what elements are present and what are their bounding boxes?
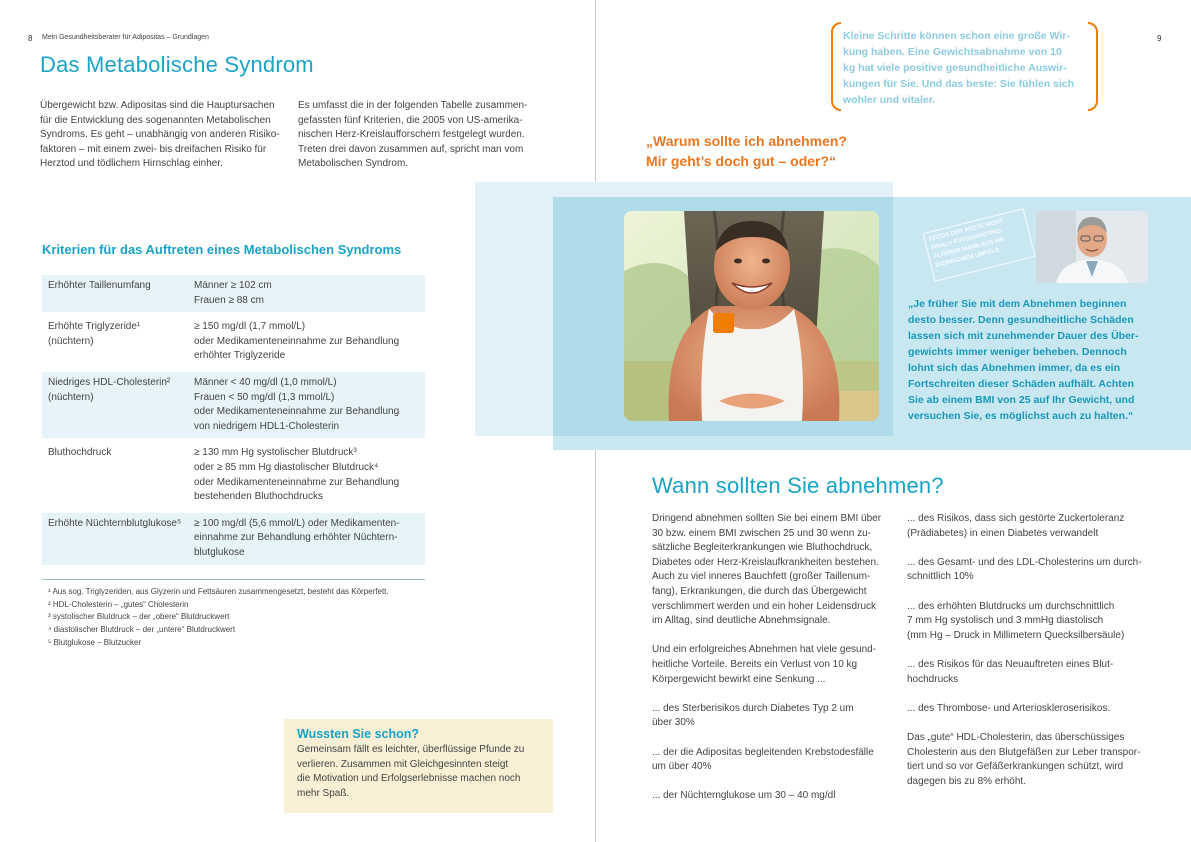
body-column-2: ... des Risikos, dass sich gestörte Zuckertoleranz (Prädiabetes) in einen Diabetes verwandelt ... des Gesamt- und des LDL-Cholesterins um durch- schnittlich 10% ... des erhöhten Blutdrucks um durchschnittlich 7 mm Hg systolisch und 3 mmHg diastolisch (mm Hg – Druck in Millimetern Quecksilbersäule) ... des Risikos für das Neuauftreten eines Blut- hochdrucks ... des Thrombose- und Arterioskleroserisikos. Das „gute“ HDL-Cholesterin, das überschüssiges Cholesterin aus den Blutgefäßen zur Leber transpor- tiert und so vor Gefäßerkrankungen schützt, wird dagegen bis zu 8% erhöht. — [907, 513, 1142, 787]
table-row — [42, 316, 425, 368]
criterion-label: Erhöhte Triglyzeride¹ (nüchtern) — [48, 321, 141, 347]
criterion-label: Erhöhte Nüchternblutglukose⁵ — [42, 513, 188, 565]
page-title-left: Das Metabolische Syndrom — [40, 52, 314, 77]
footnote: ² HDL-Cholesterin – „gutes“ Cholesterin — [48, 599, 189, 609]
criterion-value: Männer < 40 mg/dl (1,0 mmol/L) Frauen < 50 mg/dl (1,3 mmol/L) oder Medikamenteneinnahme zur Behandlung von niedrigem HDL1-Cholesterin — [188, 372, 425, 438]
footnote: ¹ Aus sog. Triglyzeriden, aus Glyzerin und Fettsäuren zusammengesetzt, besteht das Körperfett. — [48, 587, 389, 596]
page-number-left: 8 — [28, 34, 33, 43]
criterion-label: Bluthochdruck — [48, 447, 112, 459]
intro-paragraph-2: Es umfasst die in der folgenden Tabelle zusammen- gefassten fünf Kriterien, die 2005 von US-amerika- nischen Herz-Kreislaufforschern festgelegt wurden. Treten drei davon zusammen auf, spricht man vom Metabolischen Syndrom. — [298, 100, 528, 170]
footnote: ⁴ diastolischer Blutdruck – der „untere“ Blutdruckwert — [48, 625, 236, 635]
photo-man-under-tree — [624, 211, 879, 421]
table-row — [42, 372, 425, 438]
photo-doctor — [1036, 211, 1148, 283]
criteria-table-title: Kriterien für das Auftreten eines Metabolischen Syndroms — [42, 242, 402, 257]
doctor-quote: „Je früher Sie mit dem Abnehmen beginnen desto besser. Denn gesundheitliche Schäden lassen sich mit zunehmender Dauer des Über- gewichts immer weniger beheben. Dennoch lohnt sich das Abnehmen immer, da es ein Fortschreiten dieser Schäden aufhält. Achten Sie ab einem BMI von 25 auf Ihr Gewicht, und versuchen Sie, es möglichst auch zu halten.“ — [908, 298, 1139, 422]
footnotes — [48, 586, 428, 650]
page-title-right: Wann sollten Sie abnehmen? — [652, 473, 944, 498]
page-number-right: 9 — [1157, 34, 1162, 43]
footnote: ³ systolischer Blutdruck – der „obere“ Blutdruckwert — [48, 612, 230, 622]
info-box — [284, 719, 553, 813]
footnote: ⁵ Blutglukose – Blutzucker — [48, 637, 142, 647]
info-box-text: Gemeinsam fällt es leichter, überflüssige Pfunde zu verlieren. Zusammen mit Gleichgesinnten steigt die Motivation und Erfolgserlebnisse machen noch mehr Spaß. — [297, 744, 525, 799]
criterion-label: Erhöhter Taillenumfang — [42, 275, 188, 312]
criterion-label: Niedriges HDL-Cholesterin² (nüchtern) — [42, 372, 188, 438]
table-row — [42, 442, 425, 508]
criterion-value: Männer ≥ 102 cm Frauen ≥ 88 cm — [188, 275, 425, 312]
table-row — [42, 513, 425, 565]
footnote-divider — [42, 579, 425, 580]
running-head: Mein Gesundheitsberater für Adipositas – Grundlagen — [42, 34, 209, 41]
placeholder-stamp: FOTOS DER ARZTE NICHT FINAL!! FOTOSHOOTING: ÄLTERER MANN AUS ME- DIZINISCHEM UMFELD — [922, 208, 1035, 282]
criterion-value: ≥ 130 mm Hg systolischer Blutdruck³ oder ≥ 85 mm Hg diastolischer Blutdruck⁴ oder Medikamenteneinnahme zur Behandlung bestehenden Bluthochdrucks — [194, 447, 400, 503]
question-heading: „Warum sollte ich abnehmen? Mir geht’s doch gut – oder?“ — [646, 133, 847, 169]
criteria-table — [42, 275, 425, 565]
info-box-title: Wussten Sie schon? — [297, 727, 420, 741]
orange-marker — [713, 313, 734, 333]
intro-paragraph-1: Übergewicht bzw. Adipositas sind die Hauptursachen für die Entwicklung des sogenannten Metabolischen Syndroms. Es geht – unabhängig von anderen Risiko- faktoren – mit einem zwei- bis dreifachen Risiko für Herztod und tödlichem Hirnschlag einher. — [40, 100, 280, 170]
criterion-value: ≥ 150 mg/dl (1,7 mmol/L) oder Medikamenteneinnahme zur Behandlung erhöhter Triglyzeride — [194, 321, 400, 362]
body-column-1: Dringend abnehmen sollten Sie bei einem BMI über 30 bzw. einem BMI zwischen 25 und 30 wenn zu- sätzliche Begleiterkrankungen wie Bluthochdruck, Diabetes oder Herz-Kreislaufkrankheiten bestehen. Auch zu viel inneres Bauchfett (großer Taillenum- fang), Erkrankungen, die durch das Übergewicht verschlimmert werden und ein hoher Leidensdruck im Alltag, sind deutliche Abnehmsignale. Und ein erfolgreiches Abnehmen hat viele gesund- heitliche Vorteile. Bereits ein Verlust von 10 kg Körpergewicht bewirkt eine Senkung ... ... des Sterberisikos durch Diabetes Typ 2 um über 30% ... der die Adipositas begleitenden Krebstodesfälle um über 40% ... der Nüchternglukose um 30 – 40 mg/dl — [652, 513, 882, 802]
quote-box-text: Kleine Schritte können schon eine große Wir- kung haben. Eine Gewichtsabnahme von 10 kg hat viele positive gesundheitliche Auswir- kungen für Sie. Und das beste: Sie fühlen sich wohler und vitaler. — [843, 30, 1075, 106]
criterion-value: ≥ 100 mg/dl (5,6 mmol/L) oder Medikamenten- einnahme zur Behandlung erhöhter Nüchtern- blutglukose — [188, 513, 425, 565]
table-row — [42, 275, 425, 312]
